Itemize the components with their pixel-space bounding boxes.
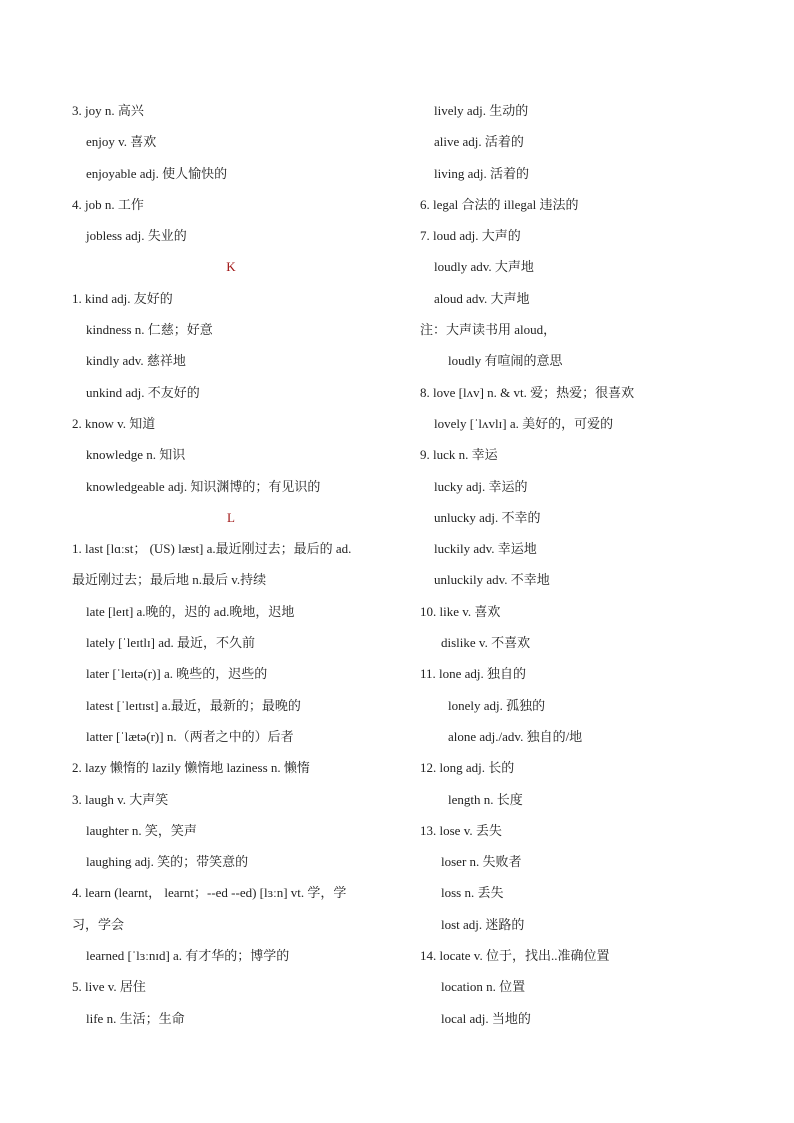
vocab-entry: lately [ˈleɪtlɪ] ad. 最近，不久前: [86, 635, 255, 651]
vocab-entry: 4. learn (learnt， learnt；--ed --ed) [lɜːn] vt. 学，学: [72, 885, 347, 901]
vocab-entry: loser n. 失败者: [441, 854, 522, 870]
vocab-entry: alone adj./adv. 独自的/地: [448, 728, 583, 744]
vocab-entry: lovely [ˈlʌvlɪ] a. 美好的，可爱的: [434, 415, 614, 431]
vocab-entry: 12. long adj. 长的: [420, 760, 515, 776]
vocab-entry: lucky adj. 幸运的: [434, 478, 528, 494]
section-heading: [72, 502, 390, 533]
vocab-entry: length n. 长度: [448, 791, 523, 807]
vocab-entry: local adj. 当地的: [441, 1010, 531, 1026]
vocab-entry: 7. loud adj. 大声的: [420, 228, 521, 244]
vocab-entry: 2. lazy 懒惰的 lazily 懒惰地 laziness n. 懒惰: [72, 760, 310, 776]
section-letter: L: [227, 509, 235, 525]
vocab-entry: 1. last [lɑːst； (US) læst] a.最近刚过去；最后的 ad.: [72, 541, 352, 557]
vocab-entry: lost adj. 迷路的: [441, 916, 525, 932]
vocab-entry: 5. live v. 居住: [72, 979, 146, 995]
vocab-entry: luckily adv. 幸运地: [434, 541, 537, 557]
vocab-entry: 3. joy n. 高兴: [72, 103, 144, 118]
vocab-entry: 注：大声读书用 aloud，: [420, 322, 557, 338]
vocab-entry: enjoyable adj. 使人愉快的: [86, 165, 228, 181]
vocab-entry: loudly 有喧闹的意思: [448, 353, 563, 369]
vocab-entry: unluckily adv. 不幸地: [434, 572, 550, 588]
section-letter: K: [226, 259, 236, 275]
vocab-entry: 习，学会: [72, 916, 125, 932]
vocab-entry: life n. 生活；生命: [86, 1010, 185, 1026]
vocab-entry: 13. lose v. 丢失: [420, 822, 502, 838]
vocab-entry: 9. luck n. 幸运: [420, 447, 498, 463]
vocab-entry: unlucky adj. 不幸的: [434, 509, 541, 525]
vocab-entry: late [leɪt] a.晚的，迟的 ad.晚地，迟地: [86, 603, 295, 619]
vocab-entry: learned [ˈlɜːnɪd] a. 有才华的；博学的: [86, 948, 290, 964]
vocab-entry: laughing adj. 笑的；带笑意的: [86, 854, 249, 870]
vocab-entry: location n. 位置: [441, 979, 526, 995]
vocab-entry: 11. lone adj. 独自的: [420, 666, 527, 682]
vocab-entry: unkind adj. 不友好的: [86, 384, 200, 400]
vocab-entry: jobless adj. 失业的: [86, 228, 187, 244]
vocab-entry: enjoy v. 喜欢: [86, 134, 157, 150]
left-column: [72, 95, 390, 1034]
vocab-entry: lively adj. 生动的: [434, 103, 529, 118]
vocab-entry: 14. locate v. 位于，找出..准确位置: [420, 948, 610, 964]
vocab-entry: 6. legal 合法的 illegal 违法的: [420, 196, 579, 212]
vocab-entry: 1. kind adj. 友好的: [72, 290, 173, 306]
vocab-entry: 3. laugh v. 大声笑: [72, 791, 169, 807]
vocab-entry: loss n. 丢失: [441, 885, 504, 901]
vocab-entry: kindness n. 仁慈；好意: [86, 322, 213, 338]
vocab-entry: latter [ˈlætə(r)] n.（两者之中的）后者: [86, 728, 294, 744]
vocab-entry: dislike v. 不喜欢: [441, 635, 531, 651]
vocab-entry: lonely adj. 孤独的: [448, 697, 546, 713]
vocab-entry: 最近刚过去；最后地 n.最后 v.持续: [72, 572, 267, 588]
right-column: [420, 95, 750, 1034]
section-heading: [72, 251, 390, 282]
vocab-entry: 2. know v. 知道: [72, 415, 156, 431]
vocab-entry: laughter n. 笑，笑声: [86, 822, 197, 838]
vocab-entry: 4. job n. 工作: [72, 196, 144, 212]
vocab-entry: knowledge n. 知识: [86, 447, 186, 463]
vocab-entry: aloud adv. 大声地: [434, 290, 530, 306]
vocab-entry: alive adj. 活着的: [434, 134, 524, 150]
vocab-entry: knowledgeable adj. 知识渊博的；有见识的: [86, 478, 321, 494]
vocab-entry: living adj. 活着的: [434, 165, 529, 181]
vocab-entry: later [ˈleɪtə(r)] a. 晚些的，迟些的: [86, 666, 268, 682]
vocab-entry: kindly adv. 慈祥地: [86, 353, 186, 369]
vocab-entry: latest [ˈleɪtɪst] a.最近，最新的；最晚的: [86, 697, 301, 713]
vocab-entry: loudly adv. 大声地: [434, 259, 534, 275]
vocab-entry: 8. love [lʌv] n. & vt. 爱；热爱；很喜欢: [420, 384, 635, 400]
vocab-entry: 10. like v. 喜欢: [420, 603, 501, 619]
